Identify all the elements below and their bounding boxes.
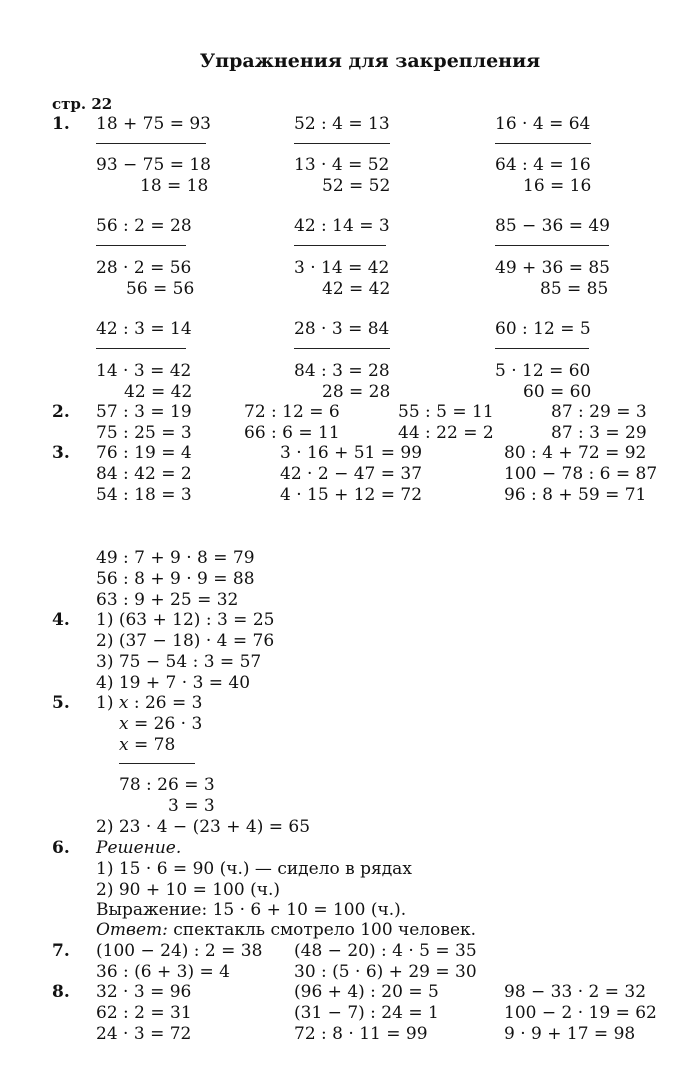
- ex3-item: 54 : 18 = 3: [96, 485, 192, 505]
- ex8-item: 98 − 33 · 2 = 32: [504, 982, 647, 1002]
- ex4-item: 1) (63 + 12) : 3 = 25: [96, 610, 275, 630]
- ex2-item: 87 : 29 = 3: [551, 402, 647, 422]
- ex1-check-result: 52 = 52: [322, 176, 391, 196]
- check-separator: [96, 348, 186, 349]
- ex1-check-result: 42 = 42: [322, 279, 391, 299]
- ex3-extra-item: 49 : 7 + 9 · 8 = 79: [96, 548, 255, 568]
- ex3-item: 96 : 8 + 59 = 71: [504, 485, 647, 505]
- ex7-item: (48 − 20) : 4 · 5 = 35: [294, 941, 477, 961]
- page-reference: стр. 22: [52, 95, 113, 113]
- ex6-answer: Ответ: спектакль смотрело 100 человек.: [96, 920, 477, 940]
- ex1-check: 64 : 4 = 16: [495, 155, 591, 175]
- ex1-check: 93 − 75 = 18: [96, 155, 211, 175]
- ex2-item: 44 : 22 = 2: [398, 423, 494, 443]
- ex1-equation: 16 · 4 = 64: [495, 114, 591, 134]
- ex3-item: 3 · 16 + 51 = 99: [280, 443, 423, 463]
- ex2-item: 75 : 25 = 3: [96, 423, 192, 443]
- ex6-step: 1) 15 · 6 = 90 (ч.) — сидело в рядах: [96, 859, 412, 879]
- exercise-4-number: 4.: [52, 610, 70, 630]
- ex1-check-result: 42 = 42: [124, 382, 193, 402]
- check-separator: [294, 348, 390, 349]
- ex2-item: 72 : 12 = 6: [244, 402, 340, 422]
- ex8-item: (31 − 7) : 24 = 1: [294, 1003, 439, 1023]
- ex1-check-result: 56 = 56: [126, 279, 195, 299]
- ex1-check: 3 · 14 = 42: [294, 258, 390, 278]
- ex7-item: 30 : (5 · 6) + 29 = 30: [294, 962, 477, 982]
- ex3-extra-item: 56 : 8 + 9 · 9 = 88: [96, 569, 255, 589]
- ex5-check: 78 : 26 = 3: [119, 775, 215, 795]
- ex2-item: 66 : 6 = 11: [244, 423, 340, 443]
- ex1-check-result: 28 = 28: [322, 382, 391, 402]
- exercise-1-number: 1.: [52, 114, 70, 134]
- ex1-equation: 52 : 4 = 13: [294, 114, 390, 134]
- ex1-equation: 28 · 3 = 84: [294, 319, 390, 339]
- ex3-item: 100 − 78 : 6 = 87: [504, 464, 658, 484]
- ex3-extra-item: 63 : 9 + 25 = 32: [96, 590, 239, 610]
- ex5-line: 2) 23 · 4 − (23 + 4) = 65: [96, 817, 311, 837]
- ex4-item: 4) 19 + 7 · 3 = 40: [96, 673, 251, 693]
- check-separator: [495, 245, 609, 246]
- ex8-item: 24 · 3 = 72: [96, 1024, 192, 1044]
- ex6-solution-label: Решение.: [96, 838, 182, 858]
- ex8-item: 9 · 9 + 17 = 98: [504, 1024, 636, 1044]
- exercise-2-number: 2.: [52, 402, 70, 422]
- ex8-item: 32 · 3 = 96: [96, 982, 192, 1002]
- ex1-equation: 56 : 2 = 28: [96, 216, 192, 236]
- ex1-check: 13 · 4 = 52: [294, 155, 390, 175]
- ex3-item: 42 · 2 − 47 = 37: [280, 464, 423, 484]
- check-separator: [495, 143, 591, 144]
- exercise-6-number: 6.: [52, 838, 70, 858]
- ex1-equation: 42 : 3 = 14: [96, 319, 192, 339]
- ex2-item: 87 : 3 = 29: [551, 423, 647, 443]
- ex3-item: 4 · 15 + 12 = 72: [280, 485, 423, 505]
- page-title: Упражнения для закрепления: [199, 50, 541, 72]
- check-separator: [294, 245, 386, 246]
- ex2-item: 55 : 5 = 11: [398, 402, 494, 422]
- ex8-item: 62 : 2 = 31: [96, 1003, 192, 1023]
- ex1-check-result: 85 = 85: [540, 279, 609, 299]
- exercise-8-number: 8.: [52, 982, 70, 1002]
- ex7-item: 36 : (6 + 3) = 4: [96, 962, 230, 982]
- ex8-item: 100 − 2 · 19 = 62: [504, 1003, 657, 1023]
- ex3-item: 76 : 19 = 4: [96, 443, 192, 463]
- ex1-check-result: 60 = 60: [523, 382, 592, 402]
- ex1-check-result: 16 = 16: [523, 176, 592, 196]
- check-separator: [495, 348, 589, 349]
- ex8-item: (96 + 4) : 20 = 5: [294, 982, 439, 1002]
- exercise-3-number: 3.: [52, 443, 70, 463]
- exercise-7-number: 7.: [52, 941, 70, 961]
- ex1-equation: 18 + 75 = 93: [96, 114, 211, 134]
- check-separator: [96, 143, 206, 144]
- ex1-check: 14 · 3 = 42: [96, 361, 192, 381]
- ex1-check: 28 · 2 = 56: [96, 258, 192, 278]
- ex5-line: x = 26 · 3: [119, 714, 203, 734]
- ex3-item: 84 : 42 = 2: [96, 464, 192, 484]
- ex4-item: 2) (37 − 18) · 4 = 76: [96, 631, 275, 651]
- exercise-5-number: 5.: [52, 693, 70, 713]
- check-separator: [119, 763, 195, 764]
- ex5-line: 1) x : 26 = 3: [96, 693, 203, 713]
- ex1-equation: 42 : 14 = 3: [294, 216, 390, 236]
- ex1-check: 84 : 3 = 28: [294, 361, 390, 381]
- ex1-check: 49 + 36 = 85: [495, 258, 610, 278]
- ex6-expression: Выражение: 15 · 6 + 10 = 100 (ч.).: [96, 900, 407, 920]
- ex1-equation: 85 − 36 = 49: [495, 216, 610, 236]
- ex7-item: (100 − 24) : 2 = 38: [96, 941, 263, 961]
- ex5-line: x = 78: [119, 735, 176, 755]
- ex8-item: 72 : 8 · 11 = 99: [294, 1024, 428, 1044]
- ex2-item: 57 : 3 = 19: [96, 402, 192, 422]
- ex4-item: 3) 75 − 54 : 3 = 57: [96, 652, 262, 672]
- ex6-step: 2) 90 + 10 = 100 (ч.): [96, 880, 280, 900]
- ex1-equation: 60 : 12 = 5: [495, 319, 591, 339]
- ex1-check-result: 18 = 18: [140, 176, 209, 196]
- ex1-check: 5 · 12 = 60: [495, 361, 591, 381]
- check-separator: [294, 143, 390, 144]
- ex3-item: 80 : 4 + 72 = 92: [504, 443, 647, 463]
- check-separator: [96, 245, 186, 246]
- ex5-check-result: 3 = 3: [168, 796, 215, 816]
